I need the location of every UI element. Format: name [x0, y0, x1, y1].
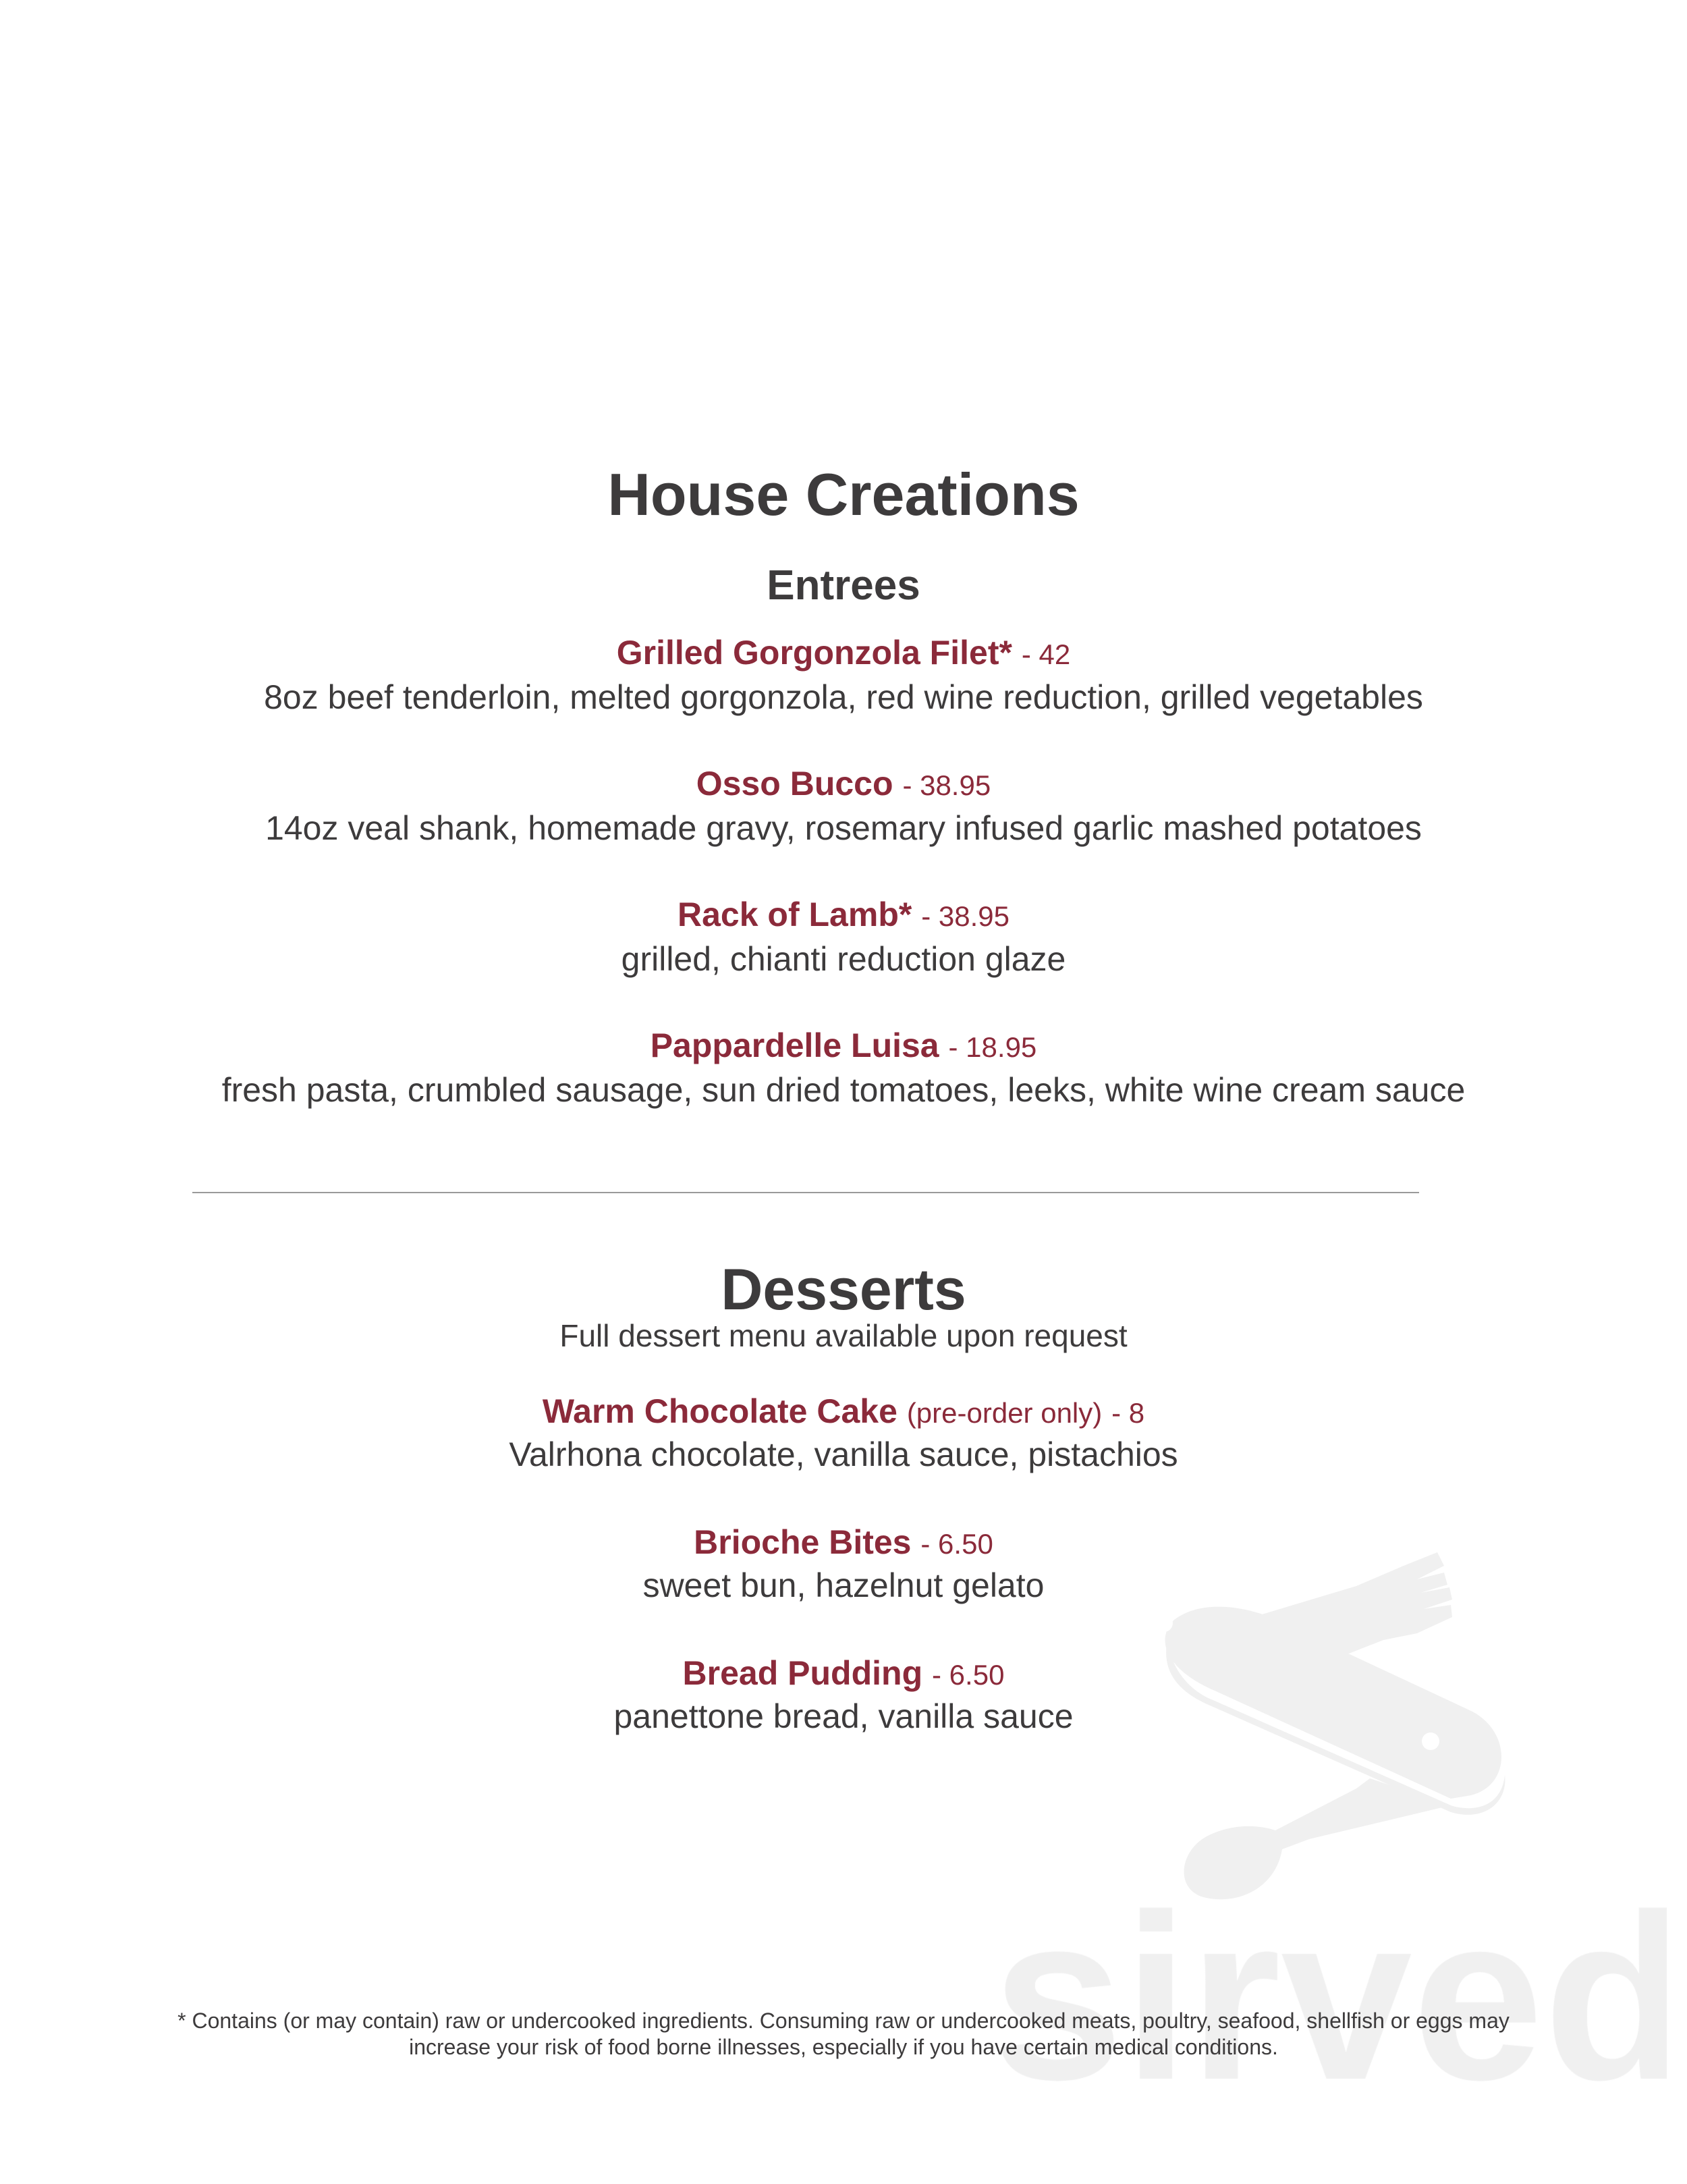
item-price: - 38.95 [902, 769, 991, 801]
sirved-watermark-logo [992, 1863, 1667, 2133]
menu-item-name [0, 1525, 1687, 1561]
item-name: Warm Chocolate Cake [542, 1392, 897, 1430]
menu-item-description: panettone bread, vanilla sauce [613, 1697, 1074, 1735]
menu-item-name [0, 1656, 1687, 1692]
menu-item-description: fresh pasta, crumbled sausage, sun dried tomatoes, leeks, white wine cream sauce [221, 1071, 1466, 1109]
item-name: Rack of Lamb* [677, 896, 912, 933]
menu-item-description: 14oz veal shank, homemade gravy, rosemary infused garlic mashed potatoes [265, 809, 1422, 847]
menu-item-name [0, 636, 1687, 672]
item-price: - 8 [1111, 1397, 1145, 1429]
item-price: - 18.95 [948, 1031, 1037, 1063]
menu-item-description: Valrhona chocolate, vanilla sauce, pistachios [509, 1436, 1178, 1473]
entrees-heading: Entrees [767, 562, 920, 609]
footnote-line-2: increase your risk of food borne illnesses, especially if you have certain medical conditions. [409, 2035, 1278, 2059]
menu-item-description: grilled, chianti reduction glaze [621, 940, 1066, 978]
item-price: - 6.50 [920, 1528, 993, 1560]
item-name: Brioche Bites [694, 1523, 912, 1561]
menu-item-name [0, 898, 1687, 933]
item-name: Bread Pudding [682, 1654, 923, 1692]
menu-item-description: sweet bun, hazelnut gelato [642, 1566, 1045, 1604]
footnote-line-1: * Contains (or may contain) raw or undercooked ingredients. Consuming raw or undercooked meats, poultry, seafood, shellfish or eggs may [177, 2009, 1510, 2033]
desserts-heading: Desserts [721, 1257, 966, 1322]
menu-item-name [0, 1394, 1687, 1430]
item-name: Pappardelle Luisa [650, 1027, 939, 1064]
menu-item-description: 8oz beef tenderloin, melted gorgonzola, red wine reduction, grilled vegetables [264, 678, 1423, 716]
menu-item-name [0, 767, 1687, 802]
item-note: (pre-order only) [906, 1397, 1103, 1429]
item-price: - 38.95 [921, 900, 1010, 932]
desserts-subtitle: Full dessert menu available upon request [559, 1318, 1128, 1353]
item-price: - 6.50 [932, 1659, 1005, 1691]
item-name: Osso Bucco [696, 765, 893, 802]
item-price: - 42 [1021, 638, 1071, 670]
section-divider [192, 1192, 1419, 1193]
menu-item-name [0, 1029, 1687, 1064]
page-title: House Creations [607, 461, 1080, 528]
item-name: Grilled Gorgonzola Filet* [616, 634, 1012, 672]
